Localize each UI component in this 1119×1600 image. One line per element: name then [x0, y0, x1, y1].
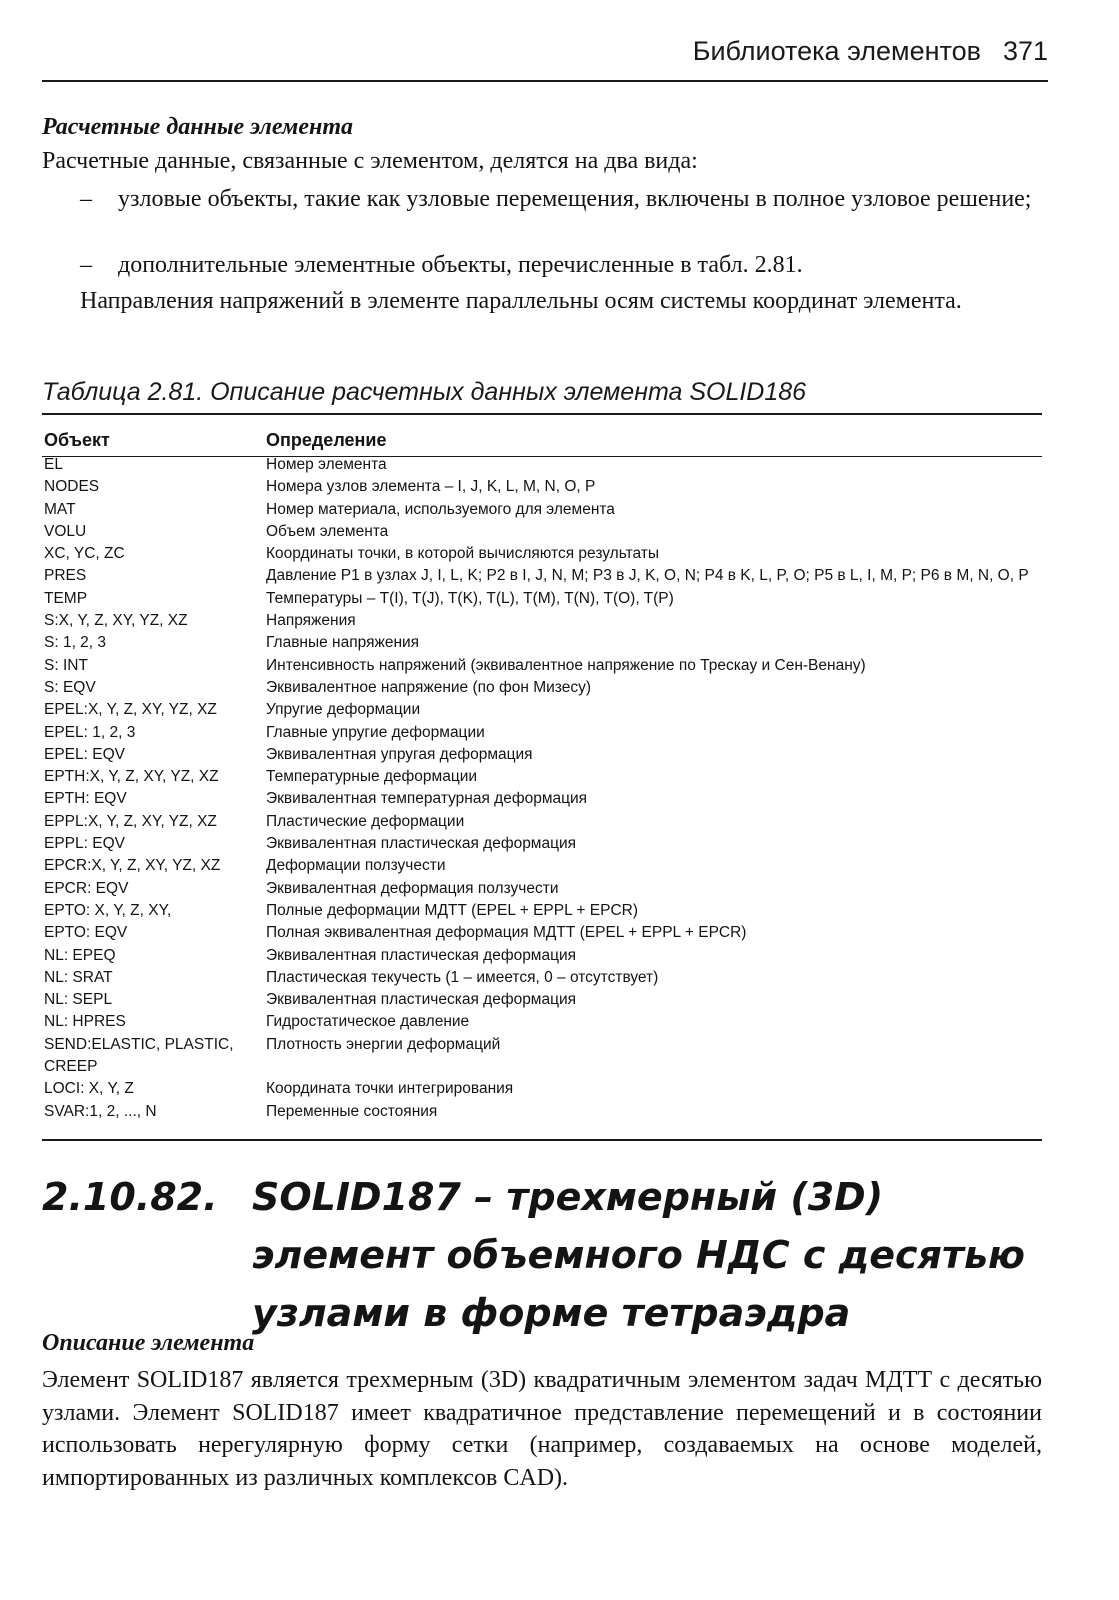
cell-object: S: EQV	[44, 678, 96, 696]
table-row	[44, 588, 1040, 610]
cell-definition: Номера узлов элемента – I, J, K, L, M, N, O, P	[266, 478, 596, 496]
cell-object: NL: HPRES	[44, 1013, 126, 1031]
cell-object: EPEL: EQV	[44, 745, 125, 763]
cell-definition: Объем элемента	[266, 522, 389, 540]
cell-definition: Плотность энергии деформаций	[266, 1035, 501, 1053]
cell-definition: Напряжения	[266, 612, 356, 630]
table-row	[44, 499, 1040, 521]
table-header-rule	[42, 456, 1042, 457]
cell-definition: Главные упругие деформации	[266, 723, 485, 741]
running-head-title: Библиотека элементов	[692, 36, 981, 66]
cell-definition: Полная эквивалентная деформация МДТТ (EPEL + EPPL + EPCR)	[266, 924, 747, 942]
cell-object: NL: SRAT	[44, 968, 113, 986]
bullet-text: дополнительные элементные объекты, перечисленные в табл. 2.81.	[118, 252, 803, 278]
cell-definition: Температурные деформации	[266, 768, 478, 786]
bullet-dash: –	[80, 252, 92, 278]
header-rule	[42, 80, 1048, 82]
cell-definition: Упругие деформации	[266, 701, 421, 719]
description-paragraph: Элемент SOLID187 является трехмерным (3D) квадратичным элементом задач МДТТ с десятью узлами. Элемент SOLID187 имеет квадратичное представление перемещений и в состоянии использовать нерегулярную форму сетки (например, создаваемых на основе моделей, импортированных из различных комплексов CAD).	[42, 1367, 1042, 1491]
cell-definition: Главные напряжения	[266, 634, 420, 652]
cell-definition: Координата точки интегрирования	[266, 1080, 514, 1098]
table-row	[44, 766, 1040, 788]
intro-paragraph: Расчетные данные, связанные с элементом, делятся на два вида:	[42, 148, 698, 174]
table-caption: Таблица 2.81. Описание расчетных данных элемента SOLID186	[42, 378, 807, 406]
table-row	[44, 945, 1040, 967]
cell-object: VOLU	[44, 522, 87, 540]
subheading-results: Расчетные данные элемента	[42, 114, 353, 140]
column-header-object: Объект	[44, 429, 110, 450]
cell-definition: Полные деформации МДТТ (EPEL + EPPL + EPCR)	[266, 901, 639, 919]
table-body	[44, 454, 1040, 1123]
table-row	[44, 699, 1040, 721]
cell-definition: Эквивалентная пластическая деформация	[266, 991, 577, 1009]
cell-definition: Эквивалентное напряжение (по фон Мизесу)	[266, 678, 591, 696]
table-row	[44, 744, 1040, 766]
stress-direction-paragraph: Направления напряжений в элементе параллельны осям системы координат элемента.	[80, 288, 962, 314]
table-row	[44, 833, 1040, 855]
table-row	[44, 565, 1040, 587]
cell-object: EPCR:X, Y, Z, XY, YZ, XZ	[44, 857, 221, 875]
cell-definition: Давление P1 в узлах J, I, L, K; P2 в I, J, N, M; P3 в J, K, O, N; P4 в K, L, P, O; P5 в L, I, M, P; P6 в M, N, O, P	[266, 567, 1029, 585]
table-row	[44, 855, 1040, 877]
table-row	[44, 1011, 1040, 1033]
results-table	[44, 426, 1040, 1123]
cell-object: EPPL:X, Y, Z, XY, YZ, XZ	[44, 812, 217, 830]
section-title: SOLID187 – трехмерный (3D) элемент объемного НДС с десятью узлами в форме тетраэдра	[252, 1175, 1025, 1335]
cell-definition: Переменные состояния	[266, 1102, 438, 1120]
cell-definition: Интенсивность напряжений (эквивалентное напряжение по Трескаy и Сен-Венану)	[266, 656, 866, 674]
cell-definition: Координаты точки, в которой вычисляются результаты	[266, 545, 660, 563]
table-row	[44, 677, 1040, 699]
table-row	[44, 878, 1040, 900]
table-row	[44, 922, 1040, 944]
cell-object: NL: EPEQ	[44, 946, 116, 964]
page-number: 371	[1002, 36, 1048, 66]
cell-definition: Эквивалентная деформация ползучести	[266, 879, 559, 897]
cell-object: SEND:ELASTIC, PLASTIC, CREEP	[44, 1035, 234, 1076]
cell-object: XC, YC, ZC	[44, 545, 125, 563]
table-row	[44, 476, 1040, 498]
cell-definition: Эквивалентная упругая деформация	[266, 745, 533, 763]
cell-definition: Номер элемента	[266, 456, 387, 473]
cell-object: EL	[44, 456, 63, 473]
cell-definition: Эквивалентная пластическая деформация	[266, 946, 577, 964]
cell-object: NODES	[44, 478, 100, 496]
cell-object: NL: SEPL	[44, 991, 113, 1009]
table-row	[44, 900, 1040, 922]
table-row	[44, 521, 1040, 543]
cell-object: EPCR: EQV	[44, 879, 129, 897]
cell-definition: Пластические деформации	[266, 812, 465, 830]
table-row	[44, 610, 1040, 632]
cell-definition: Гидростатическое давление	[266, 1013, 470, 1031]
cell-object: LOCI: X, Y, Z	[44, 1080, 134, 1098]
cell-object: S:X, Y, Z, XY, YZ, XZ	[44, 612, 188, 630]
cell-object: EPPL: EQV	[44, 835, 125, 853]
cell-definition: Температуры – T(I), T(J), T(K), T(L), T(M), T(N), T(O), T(P)	[266, 589, 674, 607]
column-header-definition: Определение	[266, 429, 387, 450]
cell-object: TEMP	[44, 589, 88, 607]
table-row	[44, 1101, 1040, 1123]
table-bottom-rule	[42, 1139, 1042, 1141]
cell-definition: Пластическая текучесть (1 – имеется, 0 – отсутствует)	[266, 968, 659, 986]
table-row	[44, 722, 1040, 744]
table-row	[44, 1034, 1040, 1079]
table-row	[44, 454, 1040, 476]
table-row	[44, 788, 1040, 810]
cell-definition: Номер материала, используемого для элемента	[266, 500, 615, 518]
bullet-item	[80, 248, 1040, 282]
section-number: 2.10.82.	[42, 1175, 218, 1219]
table-top-rule	[42, 413, 1042, 415]
cell-object: EPEL:X, Y, Z, XY, YZ, XZ	[44, 701, 217, 719]
table-header	[44, 426, 1040, 454]
cell-object: SVAR:1, 2, ..., N	[44, 1102, 157, 1120]
table-row	[44, 1078, 1040, 1100]
cell-object: EPTO: X, Y, Z, XY,	[44, 901, 172, 919]
cell-definition: Эквивалентная пластическая деформация	[266, 835, 577, 853]
table-row	[44, 811, 1040, 833]
cell-object: EPTH:X, Y, Z, XY, YZ, XZ	[44, 768, 219, 786]
table-row	[44, 543, 1040, 565]
cell-definition: Деформации ползучести	[266, 857, 446, 875]
cell-object: S: 1, 2, 3	[44, 634, 107, 652]
cell-object: MAT	[44, 500, 76, 518]
bullet-text: узловые объекты, такие как узловые перемещения, включены в полное узловое решение;	[118, 186, 1032, 212]
cell-definition: Эквивалентная температурная деформация	[266, 790, 588, 808]
cell-object: S: INT	[44, 656, 88, 674]
table-row	[44, 632, 1040, 654]
bullet-dash: –	[80, 186, 92, 212]
cell-object: EPEL: 1, 2, 3	[44, 723, 136, 741]
cell-object: PRES	[44, 567, 87, 585]
bullet-item	[80, 182, 1040, 216]
table-row	[44, 967, 1040, 989]
table-row	[44, 989, 1040, 1011]
cell-object: EPTO: EQV	[44, 924, 128, 942]
subheading-description: Описание элемента	[42, 1330, 255, 1356]
cell-object: EPTH: EQV	[44, 790, 127, 808]
table-row	[44, 655, 1040, 677]
running-head	[42, 36, 1048, 67]
